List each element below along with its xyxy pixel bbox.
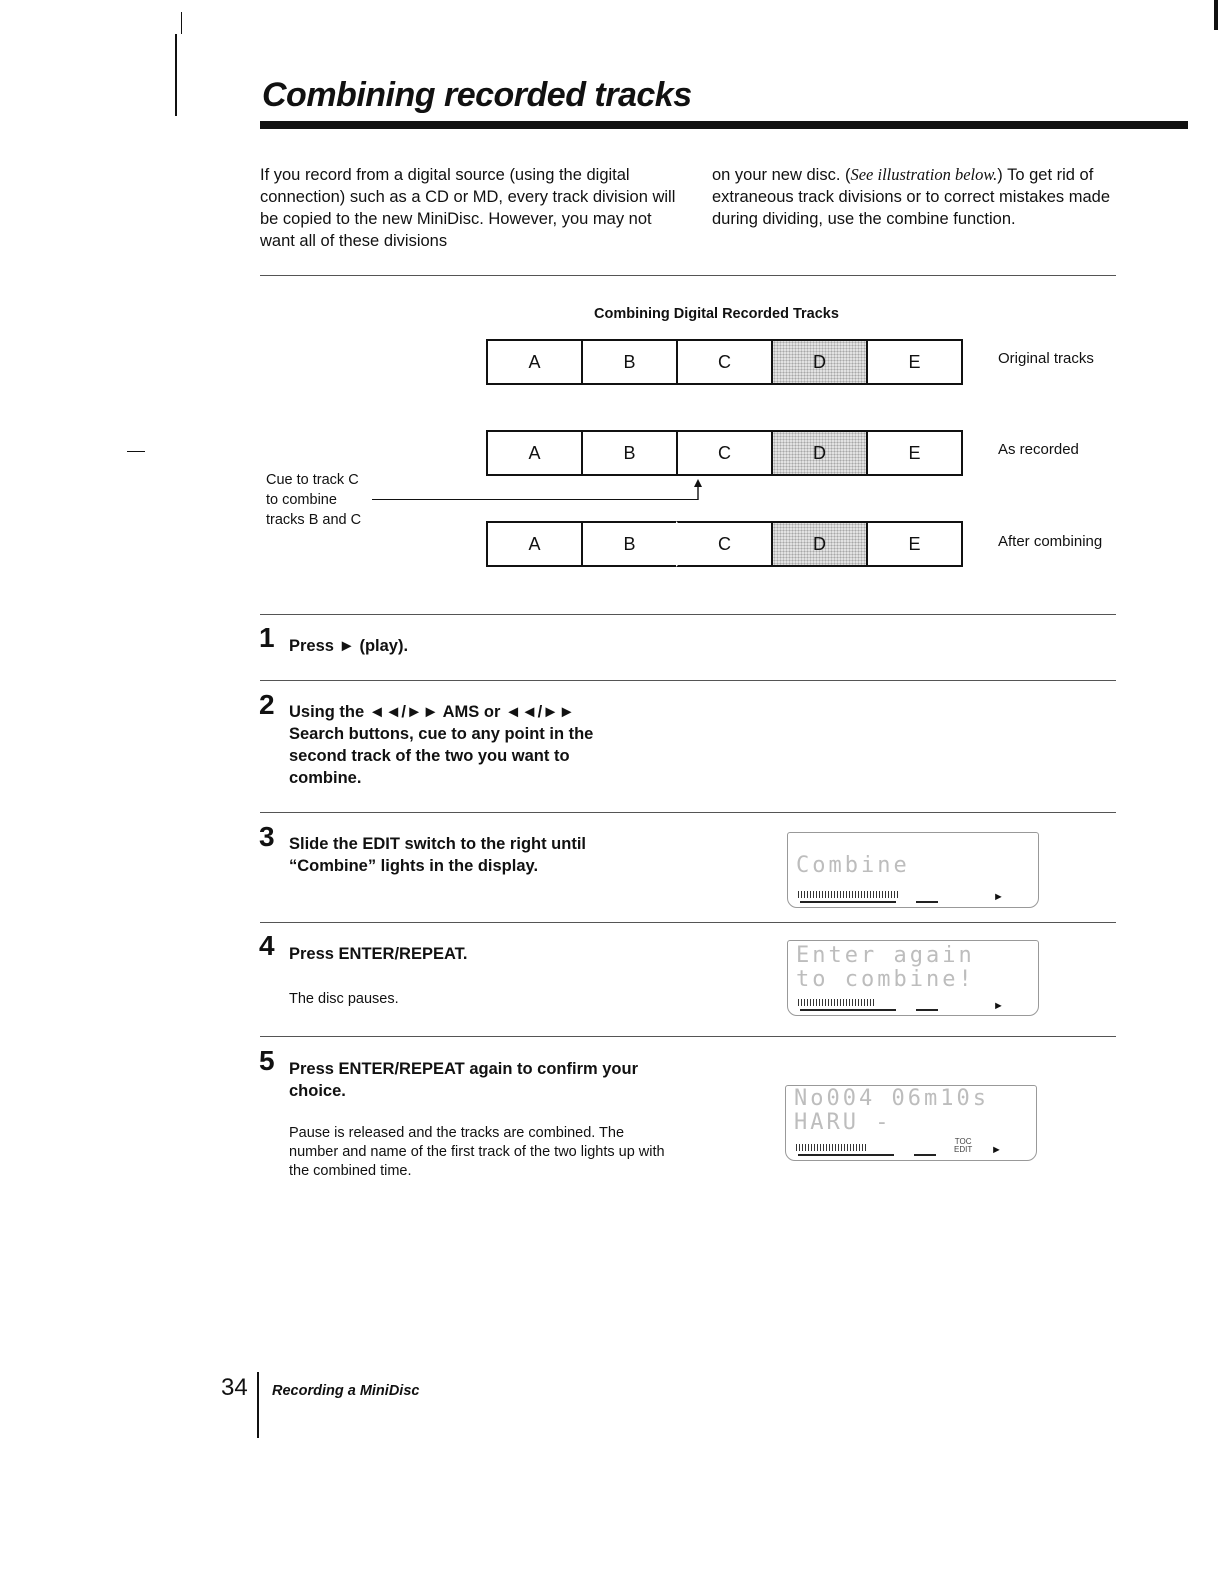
play-icon: ► — [991, 1144, 1002, 1156]
page-number: 34 — [221, 1374, 248, 1401]
track-box: C — [676, 339, 773, 385]
step-number: 5 — [259, 1045, 275, 1076]
lcd-display-track-info — [785, 1085, 1037, 1161]
footer-divider — [257, 1372, 259, 1438]
row-label-recorded: As recorded — [998, 441, 1079, 458]
track-box: D — [771, 521, 868, 567]
step-instruction: Press ► (play). — [289, 637, 409, 655]
track-box: A — [486, 521, 583, 567]
lcd-text: No004 06m10s — [794, 1086, 989, 1111]
track-box: C — [676, 430, 773, 476]
step-number: 1 — [259, 622, 275, 653]
page-title: Combining recorded tracks — [262, 76, 692, 114]
lcd-underline — [798, 1154, 894, 1156]
cue-note-line: to combine — [266, 492, 337, 508]
intro-right-column — [712, 164, 1132, 230]
cue-note-line: tracks B and C — [266, 512, 362, 528]
step-note: The disc pauses. — [289, 991, 399, 1007]
step-number: 3 — [259, 821, 275, 852]
cue-pointer-line — [372, 499, 698, 500]
diagram-title: Combining Digital Recorded Tracks — [594, 306, 839, 322]
cue-note — [266, 470, 361, 530]
track-row-recorded — [486, 430, 963, 474]
toc-edit-indicator — [954, 1138, 972, 1154]
step-number: 2 — [259, 689, 275, 720]
lcd-text: Enter again — [796, 943, 975, 968]
row-label-original: Original tracks — [998, 350, 1094, 367]
edit-label: EDIT — [954, 1145, 973, 1154]
lcd-text: HARU - — [794, 1110, 892, 1135]
step-instruction: Using the ◄◄/►► AMS or ◄◄/►► Search buttons, cue to any point in the second track of the two you want to combine. — [289, 703, 594, 787]
lcd-underline — [800, 1009, 896, 1011]
track-box: A — [486, 339, 583, 385]
lcd-level-meter — [798, 999, 876, 1006]
track-box: E — [866, 521, 963, 567]
step-instruction: Press ENTER/REPEAT. — [289, 945, 468, 963]
step-number: 4 — [259, 930, 275, 961]
margin-dash — [127, 451, 145, 452]
intro-left-column: If you record from a digital source (using the digital connection) such as a CD or MD, every track division will be copied to the new MiniDisc. However, you may not want all of these divisions — [260, 166, 676, 250]
track-box: D — [771, 430, 868, 476]
title-rule — [260, 121, 1188, 129]
section-divider — [260, 614, 1116, 615]
step-note: Pause is released and the tracks are combined. The number and name of the first track of the two lights up with the combined time. — [289, 1125, 665, 1179]
track-box: B — [581, 339, 678, 385]
cue-arrow-icon — [692, 479, 704, 501]
step-instruction: Slide the EDIT switch to the right until “Combine” lights in the display. — [289, 835, 586, 875]
lcd-dash — [914, 1154, 936, 1156]
cue-note-line: Cue to track C — [266, 472, 359, 488]
track-box: D — [771, 339, 868, 385]
margin-mark — [175, 34, 177, 116]
intro-right-italic: See illustration below. — [850, 165, 998, 184]
play-icon: ► — [993, 891, 1004, 903]
lcd-underline — [800, 901, 896, 903]
track-box: C — [676, 521, 773, 567]
track-box: B — [581, 430, 678, 476]
footer-section-title: Recording a MiniDisc — [272, 1383, 420, 1399]
track-box: B — [581, 521, 678, 567]
lcd-dash — [916, 901, 938, 903]
row-label-combined: After combining — [998, 533, 1103, 550]
play-icon: ► — [993, 1000, 1004, 1012]
intro-right-text: on your new disc. ( — [712, 166, 851, 184]
section-divider — [260, 275, 1116, 276]
section-divider — [260, 1036, 1116, 1037]
lcd-display-enter-again — [787, 940, 1039, 1016]
margin-mark — [181, 12, 182, 34]
intro-right-text: ) To get rid of extraneous track divisions or to correct mistakes made during dividing, use the combine function. — [712, 166, 1110, 228]
lcd-text: to combine! — [796, 967, 975, 992]
lcd-level-meter — [798, 891, 898, 898]
edge-mark — [1214, 0, 1218, 30]
lcd-level-meter — [796, 1144, 866, 1151]
lcd-dash — [916, 1009, 938, 1011]
track-box: A — [486, 430, 583, 476]
lcd-text: Combine — [796, 853, 910, 878]
track-box: E — [866, 339, 963, 385]
toc-label: TOC — [954, 1137, 972, 1146]
step-instruction: Press ENTER/REPEAT again to confirm your choice. — [289, 1060, 639, 1100]
section-divider — [260, 922, 1116, 923]
section-divider — [260, 680, 1116, 681]
section-divider — [260, 812, 1116, 813]
track-box: E — [866, 430, 963, 476]
lcd-display-combine — [787, 832, 1039, 908]
track-row-combined — [486, 521, 963, 565]
track-row-original — [486, 339, 963, 383]
